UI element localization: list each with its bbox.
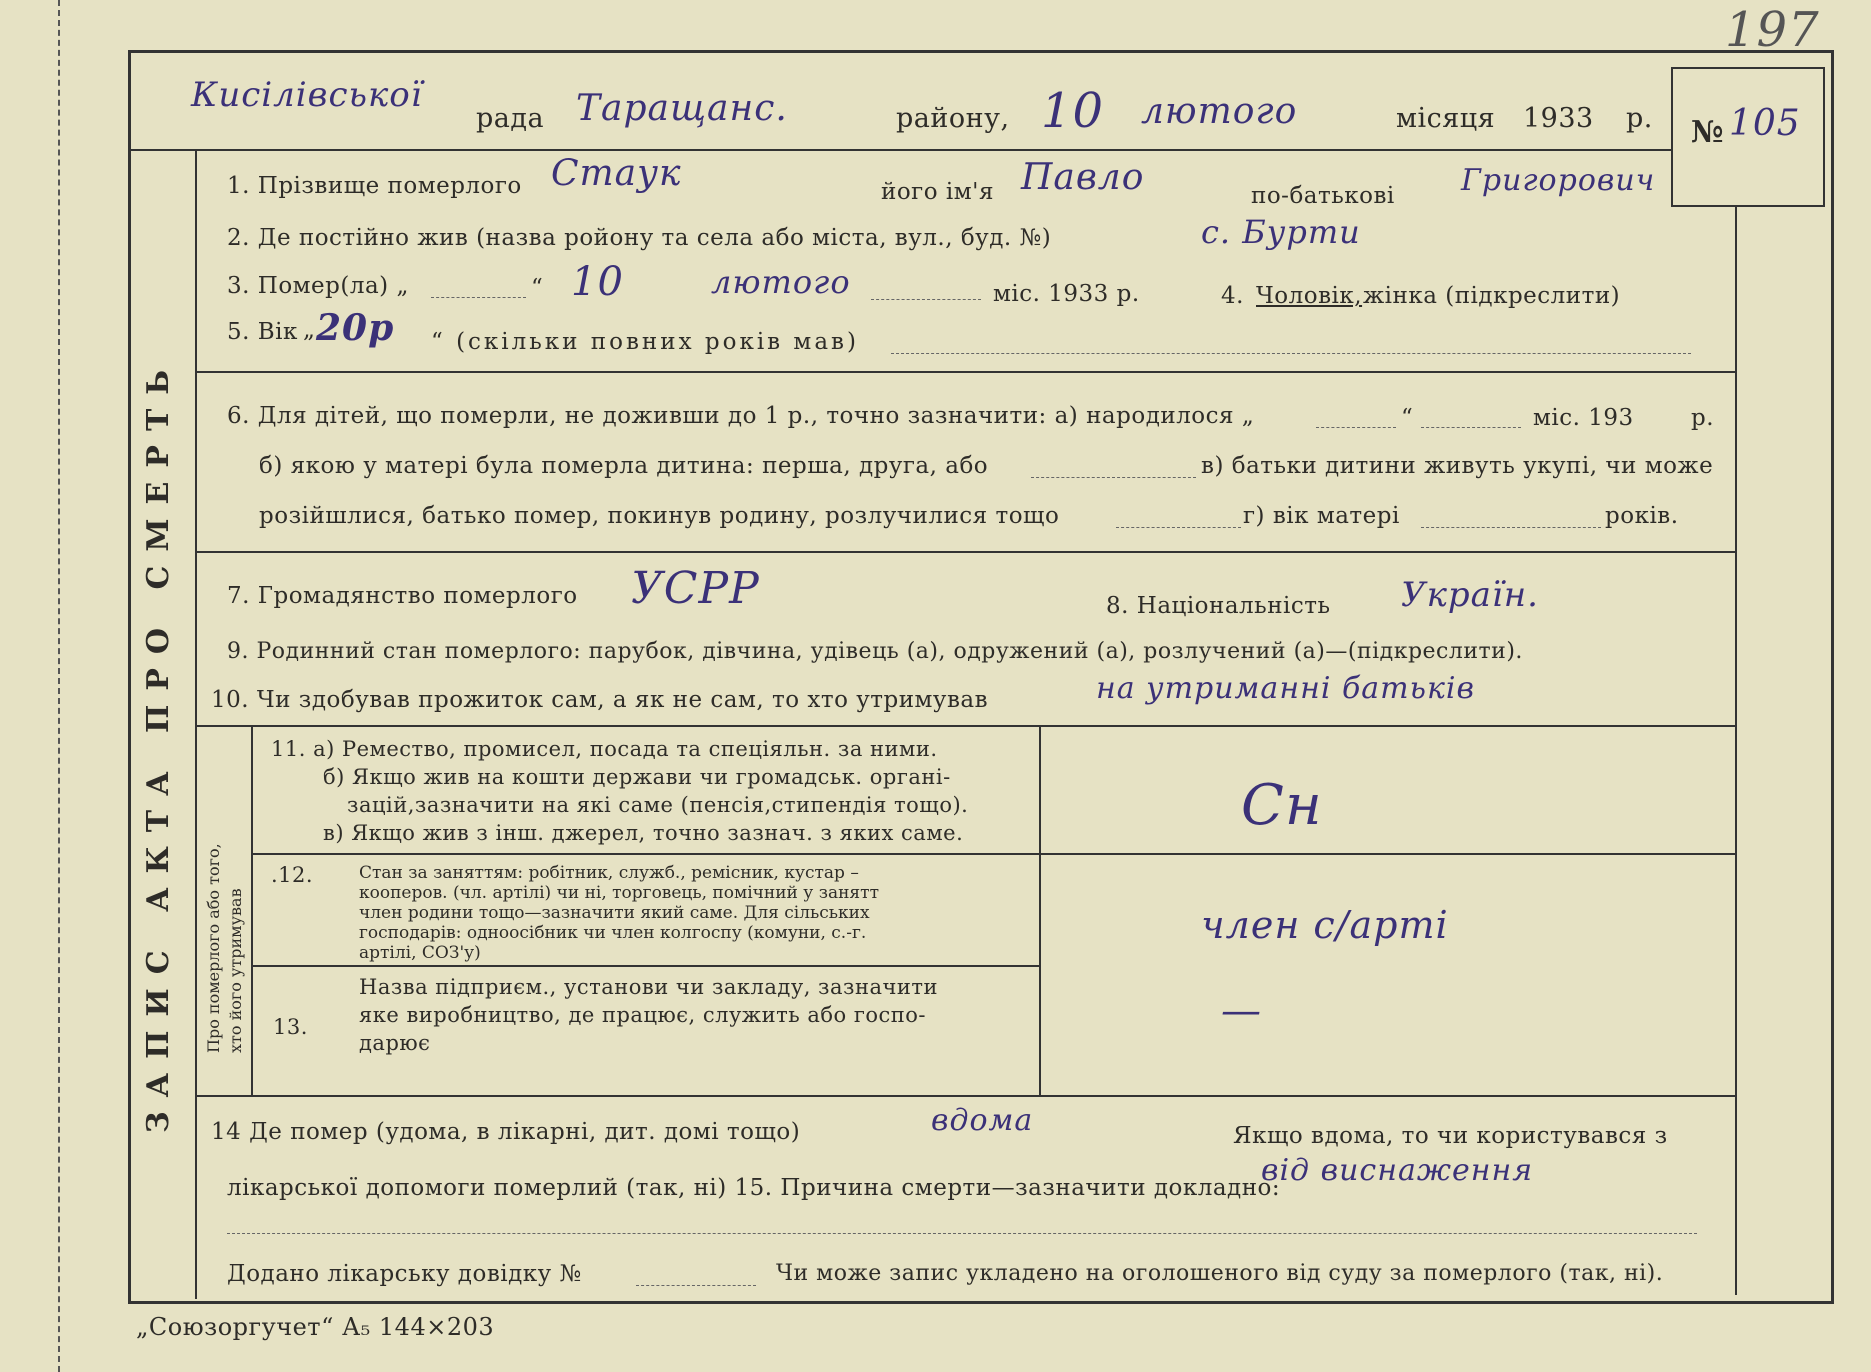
f15-dots (227, 1233, 1697, 1234)
subtable-bottom (195, 1095, 1735, 1097)
f4-rest: жінка (підкреслити) (1363, 283, 1621, 309)
f11-line-1: 11. а) Ремество, промисел, посада та спеціяльн. за ними. (271, 737, 938, 761)
doc-label: Додано лікарську довідку № (227, 1261, 582, 1287)
f14-rest: Якщо вдома, то чи користувався з (1233, 1123, 1668, 1149)
f5-label: 5. Вік (227, 319, 298, 345)
f6-dots-1 (1316, 427, 1396, 428)
f13-line-3: дарює (359, 1031, 431, 1055)
f1-surname-handwritten: Стаук (551, 153, 682, 194)
subtable-row-1 (251, 853, 1735, 855)
f7-citizenship-handwritten: УСРР (631, 563, 760, 614)
margin-dash-line (58, 0, 60, 1372)
header-month-handwritten: лютого (1141, 91, 1298, 132)
f6-line-1: 6. Для дітей, що померли, не доживши до 1 р., точно зазначити: а) народилося „ (227, 403, 1255, 429)
subtable-row-2 (251, 965, 1039, 967)
f12-status-handwritten: член с/арті (1201, 903, 1449, 947)
f13-number: 13. (273, 1015, 308, 1039)
district-label: району, (896, 103, 1010, 134)
f5-dots (891, 353, 1691, 354)
f6-dots-4 (1116, 527, 1241, 528)
f13-line-2: яке виробництво, де працює, служить або госпо- (359, 1003, 926, 1027)
f6-line-3b: г) вік матері (1243, 503, 1400, 529)
f3-month-handwritten: лютого (711, 263, 851, 301)
f12-line-2: кооперов. (чл. артілі) чи ні, торговець, помічний у занятт (359, 883, 879, 903)
f1-patr-label: по-батькові (1251, 183, 1395, 209)
row-divider-2 (195, 551, 1735, 553)
f3-month-year: міс. 1933 р. (993, 281, 1140, 307)
f2-label: 2. Де постійно жив (назва ройону та села або міста, вул., буд. №) (227, 225, 1052, 251)
f6-dots-5 (1421, 527, 1601, 528)
header-day-handwritten: 10 (1041, 83, 1105, 139)
f5-rest: “ (скільки повних років мав) (431, 329, 859, 355)
header-year: 1933 (1523, 103, 1594, 134)
f4-man-underlined: Чоловік, (1256, 283, 1363, 309)
number-box-bottom (1671, 205, 1825, 207)
side-subtitle-2: хто його утримував (226, 888, 245, 1053)
f5-age-handwritten: 20р (316, 307, 395, 349)
f6-line-3c: років. (1605, 503, 1679, 529)
f11-line-4: в) Якщо жив з інш. джерел, точно зазнач. з яких саме. (323, 821, 964, 845)
f6-dots-2 (1421, 427, 1521, 428)
f3-label: 3. Помер(ла) „ (227, 273, 409, 299)
f6-month-year: міс. 193 (1533, 405, 1634, 431)
f8-label: 8. Національність (1106, 593, 1331, 619)
f12-line-5: артілі, СОЗ'у) (359, 943, 481, 963)
f6-line-2a: б) якою у матері була померла дитина: перша, друга, або (259, 453, 989, 479)
f6-line-3a: розійшлися, батько помер, покинув родину, розлучилися тощо (259, 503, 1060, 529)
header-year-suffix: р. (1626, 103, 1653, 134)
death-record-form (128, 50, 1834, 1304)
f13-line-1: Назва підприєм., установи чи закладу, зазначити (359, 975, 938, 999)
doc-rest: Чи може запис укладено на оголошеного від суду за померлого (так, ні). (776, 1261, 1664, 1286)
f10-support-handwritten: на утриманні батьків (1096, 671, 1475, 706)
subtable-top (195, 725, 1735, 727)
row-divider-1 (195, 371, 1735, 373)
f12-line-3: член родини тощо—зазначити який саме. Для сільських (359, 903, 870, 923)
f12-line-4: господарів: одноосібник чи член колгоспу (комуни, с.-г. (359, 923, 867, 943)
f5-open-quote: „ (303, 317, 316, 343)
subtable-left (251, 725, 253, 1095)
f6-r: р. (1691, 405, 1715, 431)
f1-patr-handwritten: Григорович (1461, 163, 1656, 198)
number-box-left (1671, 67, 1673, 207)
f6-dots-3 (1031, 477, 1196, 478)
f15-cause-handwritten: від виснаження (1261, 1153, 1534, 1188)
doc-dots (636, 1285, 756, 1286)
archive-number: 197 (1725, 2, 1820, 58)
district-handwritten: Таращанс. (576, 88, 788, 129)
f10-label: 10. Чи здобував прожиток сам, а як не сам, то хто утримував (211, 687, 989, 713)
f4-label: 4. (1221, 283, 1244, 309)
f8-nationality-handwritten: Україн. (1401, 575, 1539, 615)
printer-imprint: „Союзоргучет“ А₅ 144×203 (136, 1313, 495, 1341)
f11-line-2: б) Якщо жив на кошти держави чи громадськ. органі- (323, 765, 951, 789)
f13-workplace-handwritten: — (1221, 988, 1262, 1034)
subtable-mid (1039, 725, 1041, 1095)
side-subtitle-1: Про померлого або того, (204, 843, 223, 1053)
f2-address-handwritten: с. Бурти (1201, 213, 1361, 251)
f14-label: 14 Де помер (удома, в лікарні, дит. домі тощо) (211, 1119, 801, 1145)
f9-label: 9. Родинний стан померлого: парубок, дівчина, удівець (а), одружений (а), розлучений (а)—(підкреслити). (227, 639, 1523, 664)
f12-number: .12. (271, 863, 314, 887)
f6-quote: “ (1401, 405, 1414, 431)
f11-occupation-handwritten: Сн (1241, 773, 1323, 838)
council-handwritten: Кисілівської (191, 75, 423, 115)
f6-line-2b: в) батьки дитини живуть укупі, чи може (1201, 453, 1714, 479)
f3-day-handwritten: 10 (571, 259, 624, 305)
number-box-top (1671, 67, 1825, 69)
side-title: ЗАПИС АКТА ПРО СМЕРТЬ (141, 355, 176, 1133)
rada-label: рада (476, 103, 545, 134)
header-divider (131, 149, 1671, 151)
f12-line-1: Стан за заняттям: робітник, служб., ремісник, кустар – (359, 863, 859, 883)
f3-dots-1 (431, 297, 526, 298)
f1-name-label: його ім'я (881, 179, 994, 205)
month-label: місяця (1396, 103, 1496, 134)
f1-label: 1. Прізвище померлого (227, 173, 522, 199)
f11-line-3: зацій,зазначити на які саме (пенсія,стипендія тощо). (347, 793, 969, 817)
record-number-handwritten: 105 (1729, 103, 1801, 144)
f3-quote: “ (531, 275, 544, 301)
f15-line: лікарської допомоги померлий (так, ні) 15. Причина смерти—зазначити докладно: (227, 1175, 1281, 1201)
right-strip-divider (1735, 205, 1737, 1295)
f7-label: 7. Громадянство померлого (227, 583, 578, 609)
number-box-right (1823, 67, 1825, 207)
side-strip-divider (195, 149, 197, 1299)
f1-name-handwritten: Павло (1021, 157, 1145, 198)
f3-dots-2 (871, 299, 981, 300)
f14-place-handwritten: вдома (931, 1103, 1034, 1138)
number-label: № (1691, 115, 1725, 150)
